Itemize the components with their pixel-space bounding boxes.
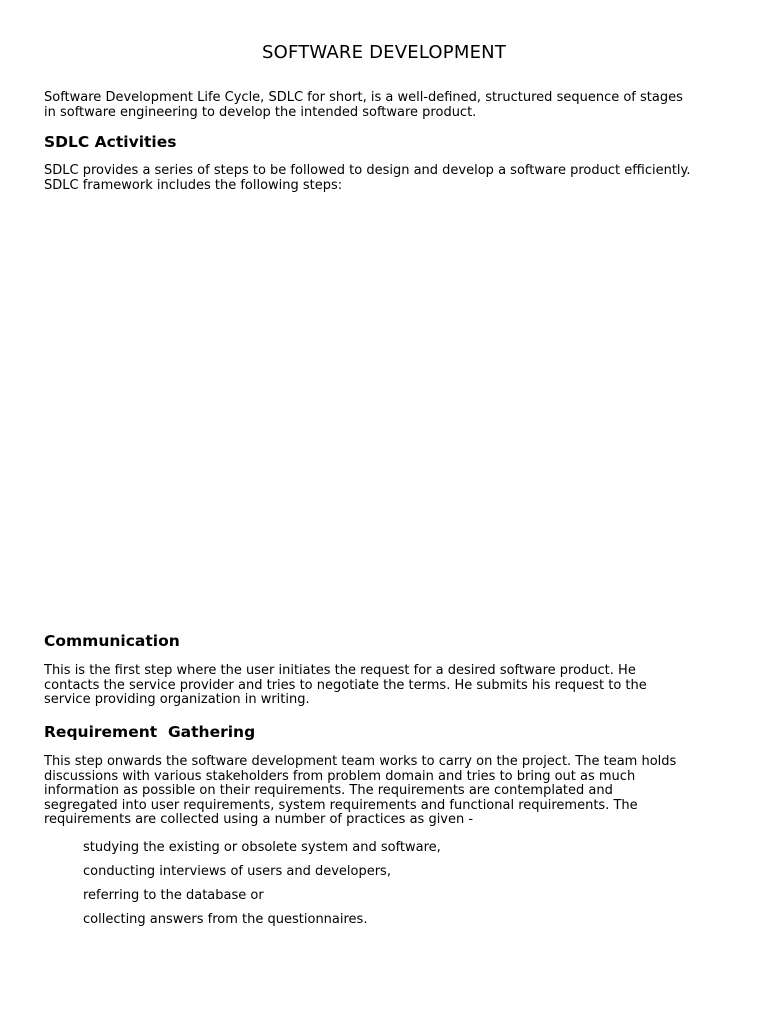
communication-paragraph: This is the first step where the user initiates the request for a desired software product. He contacts the service provider and tries to negotiate the terms. He submits his request to the service providing organization in writing. [44, 663, 647, 708]
requirement-gathering-paragraph: This step onwards the software development team works to carry on the project. The team holds discussions with various stakeholders from problem domain and tries to bring out as much information as possible on their requirements. The requirements are contemplated and segregated into user requirements, system requirements and functional requirements. The requirements are collected using a number of practices as given - [44, 754, 677, 828]
list-item: studying the existing or obsolete system and software, [83, 840, 441, 855]
figure-placeholder [44, 200, 724, 620]
intro-paragraph: Software Development Life Cycle, SDLC for short, is a well-defined, structured sequence of stages in software engineering to develop the intended software product. [44, 90, 683, 120]
heading-sdlc-activities: SDLC Activities [44, 133, 177, 151]
heading-communication: Communication [44, 632, 180, 650]
list-item: conducting interviews of users and developers, [83, 864, 391, 879]
sdlc-activities-paragraph: SDLC provides a series of steps to be followed to design and develop a software product efficiently. SDLC framework includes the following steps: [44, 163, 691, 193]
document-title: SOFTWARE DEVELOPMENT [261, 42, 507, 63]
heading-requirement-gathering: Requirement Gathering [44, 723, 256, 741]
list-item: collecting answers from the questionnaires. [83, 912, 368, 927]
requirement-practices-list [83, 840, 441, 936]
list-item: referring to the database or [83, 888, 264, 903]
